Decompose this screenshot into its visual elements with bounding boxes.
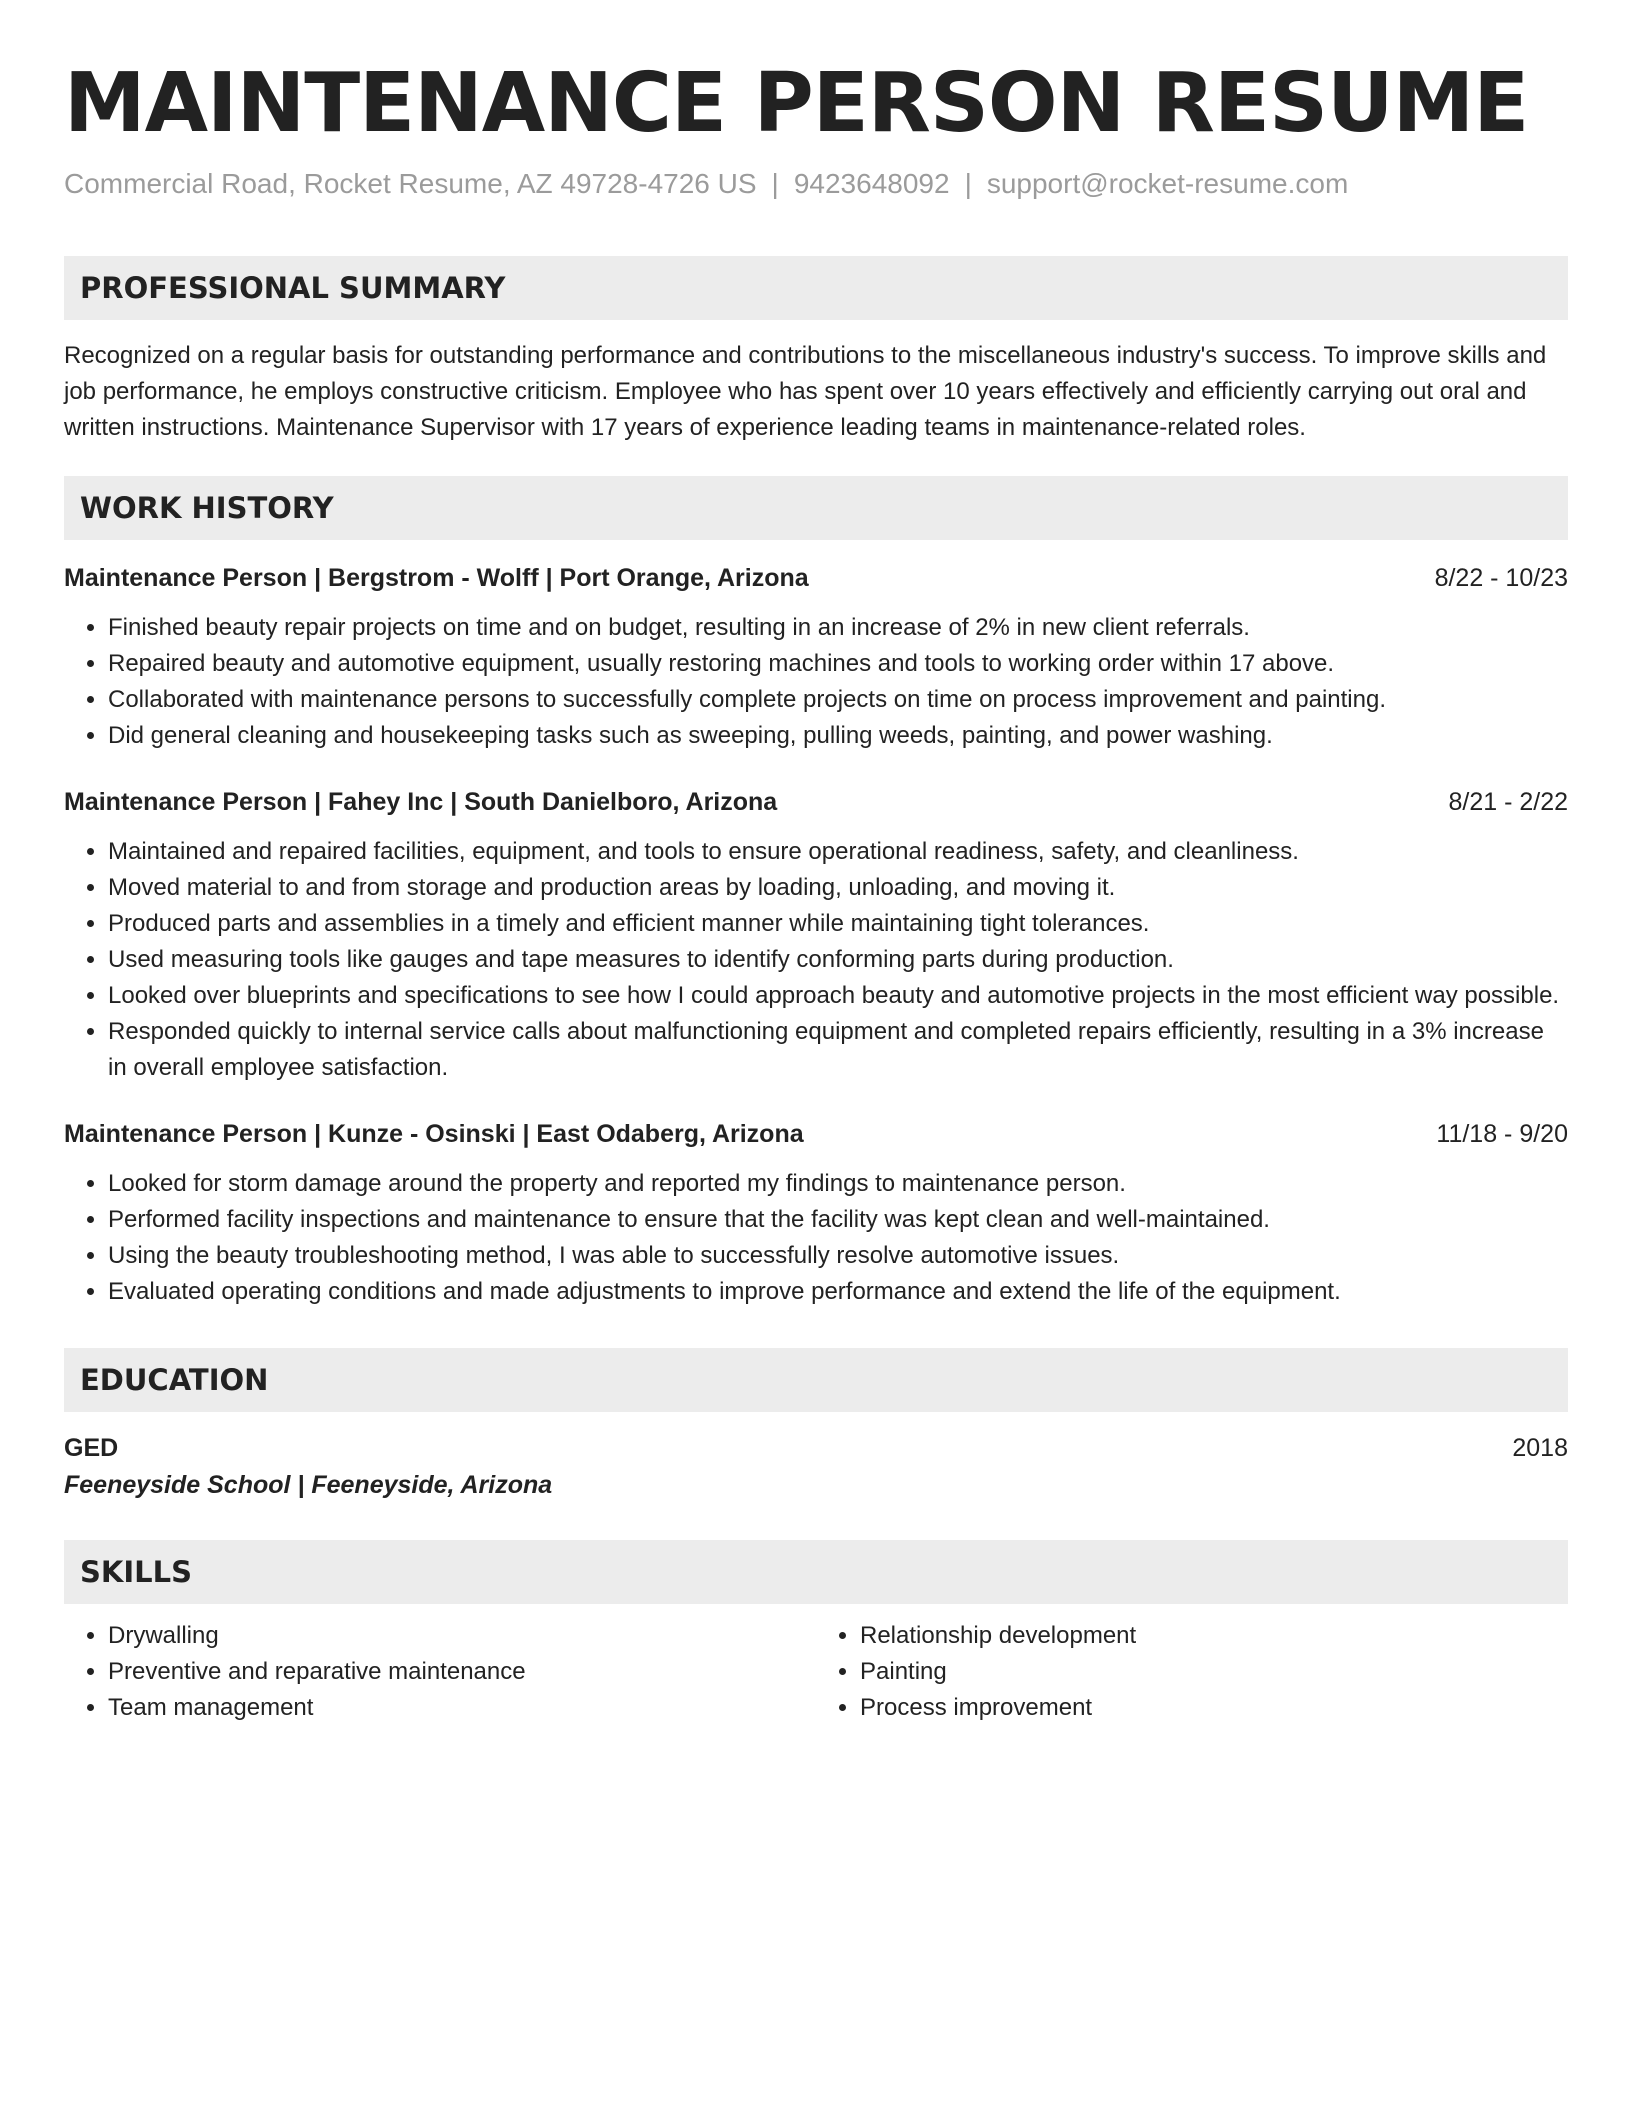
education-year: 2018 xyxy=(1512,1434,1568,1462)
job-bullets xyxy=(64,610,1568,754)
skill-item: • Relationship development xyxy=(860,1618,1568,1654)
job-entry xyxy=(64,560,1568,754)
job-bullet: • Collaborated with maintenance persons to successfully complete projects on time on process improvement and painting. xyxy=(108,682,1568,718)
job-title: Maintenance Person | Bergstrom - Wolff | Port Orange, Arizona xyxy=(64,564,809,592)
job-entry xyxy=(64,784,1568,1086)
job-title: Maintenance Person | Kunze - Osinski | East Odaberg, Arizona xyxy=(64,1120,804,1148)
job-title: Maintenance Person | Fahey Inc | South Danielboro, Arizona xyxy=(64,788,778,816)
job-bullet: • Repaired beauty and automotive equipment, usually restoring machines and tools to working order within 17 above. xyxy=(108,646,1568,682)
skill-item: • Process improvement xyxy=(860,1690,1568,1726)
skills-list xyxy=(64,1618,1568,1726)
job-bullets xyxy=(64,834,1568,1086)
contact-separator: | xyxy=(964,168,972,199)
skill-item: • Drywalling xyxy=(108,1618,816,1654)
contact-separator: | xyxy=(771,168,779,199)
education-school: Feeneyside School | Feeneyside, Arizona xyxy=(64,1471,553,1499)
skills-column-left xyxy=(64,1618,816,1726)
job-bullet: • Moved material to and from storage and production areas by loading, unloading, and moving it. xyxy=(108,870,1568,906)
education-heading: EDUCATION xyxy=(64,1348,1568,1412)
job-bullet: • Responded quickly to internal service calls about malfunctioning equipment and completed repairs efficiently, resulting in a 3% increase in overall employee satisfaction. xyxy=(108,1014,1568,1086)
resume-title: MAINTENANCE PERSON RESUME xyxy=(64,56,1529,151)
job-entry xyxy=(64,1116,1568,1310)
skill-item: • Team management xyxy=(108,1690,816,1726)
education-header xyxy=(64,1430,1568,1466)
education-entry xyxy=(64,1430,1568,1504)
contact-phone: 9423648092 xyxy=(793,168,950,199)
job-bullet: • Evaluated operating conditions and made adjustments to improve performance and extend the life of the equipment. xyxy=(108,1274,1568,1310)
job-bullet: • Did general cleaning and housekeeping tasks such as sweeping, pulling weeds, painting, and power washing. xyxy=(108,718,1568,754)
job-header xyxy=(64,784,1568,820)
job-bullet: • Using the beauty troubleshooting method, I was able to successfully resolve automotive issues. xyxy=(108,1238,1568,1274)
job-bullet: • Looked for storm damage around the property and reported my findings to maintenance person. xyxy=(108,1166,1568,1202)
summary-text: Recognized on a regular basis for outstanding performance and contributions to the miscellaneous industry's success. To improve skills and job performance, he employs constructive criticism. Employee who has spent over 10 years effectively and efficiently carrying out oral and written instructions. Maintenance Supervisor with 17 years of experience leading teams in maintenance-related roles. xyxy=(64,342,1547,441)
job-header xyxy=(64,560,1568,596)
job-dates: 11/18 - 9/20 xyxy=(1436,1120,1568,1148)
summary-heading: PROFESSIONAL SUMMARY xyxy=(64,256,1568,320)
contact-email: support@rocket-resume.com xyxy=(986,168,1349,199)
skills-heading: SKILLS xyxy=(64,1540,1568,1604)
contact-address: Commercial Road, Rocket Resume, AZ 49728-4726 US xyxy=(64,168,757,199)
job-bullet: • Maintained and repaired facilities, equipment, and tools to ensure operational readiness, safety, and cleanliness. xyxy=(108,834,1568,870)
skills-column-right xyxy=(816,1618,1568,1726)
education-degree: GED xyxy=(64,1434,119,1462)
job-header xyxy=(64,1116,1568,1152)
job-dates: 8/21 - 2/22 xyxy=(1448,788,1568,816)
job-dates: 8/22 - 10/23 xyxy=(1434,564,1568,592)
skill-item: • Preventive and reparative maintenance xyxy=(108,1654,816,1690)
job-bullet: • Used measuring tools like gauges and tape measures to identify conforming parts during production. xyxy=(108,942,1568,978)
contact-line xyxy=(64,166,1568,202)
job-bullets xyxy=(64,1166,1568,1310)
job-bullet: • Looked over blueprints and specifications to see how I could approach beauty and automotive projects in the most efficient way possible. xyxy=(108,978,1568,1014)
skill-item: • Painting xyxy=(860,1654,1568,1690)
job-bullet: • Produced parts and assemblies in a timely and efficient manner while maintaining tight tolerances. xyxy=(108,906,1568,942)
job-bullet: • Finished beauty repair projects on time and on budget, resulting in an increase of 2% in new client referrals. xyxy=(108,610,1568,646)
job-bullet: • Performed facility inspections and maintenance to ensure that the facility was kept clean and well-maintained. xyxy=(108,1202,1568,1238)
work-history-heading: WORK HISTORY xyxy=(64,476,1568,540)
